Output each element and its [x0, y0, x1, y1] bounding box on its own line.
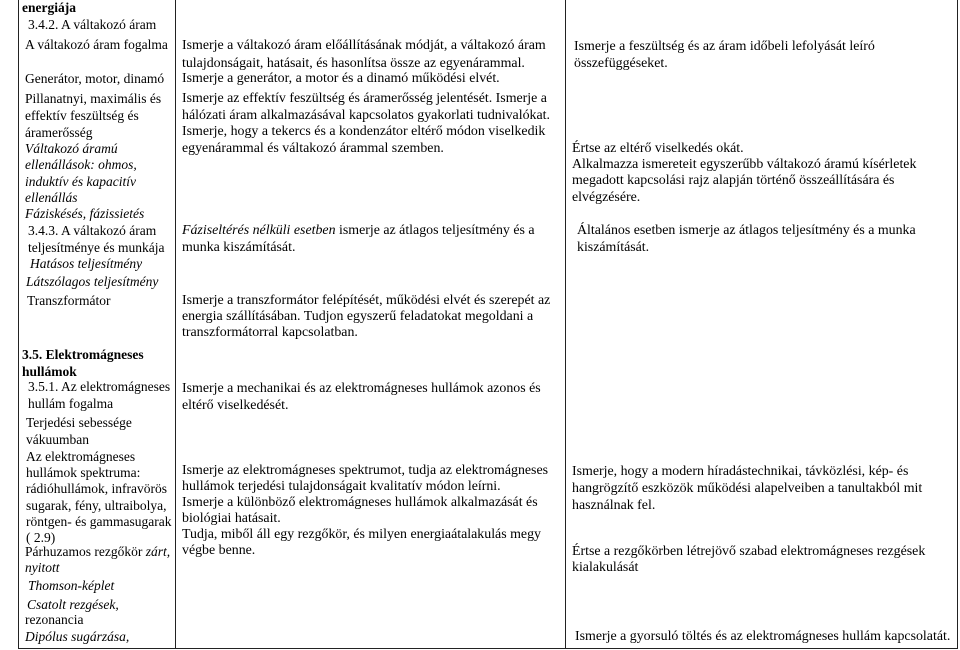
text-line: összefüggéseket. — [574, 56, 668, 71]
advanced-free-oscillations — [572, 544, 925, 576]
text-line: rádióhullámok, infravörös — [26, 481, 167, 497]
text-line: Értse a rezgőkörben létrejövő szabad elektromágneses rezgések — [572, 544, 926, 559]
text-line: kiszámítását. — [577, 239, 650, 255]
text-line: ellenállások: ohmos, — [25, 157, 137, 173]
requirement-average-power — [182, 223, 535, 256]
text-line: 3.4.3. A váltakozó áram — [28, 223, 157, 238]
text-line: Ismerje a váltakozó áram előállításának módját, a váltakozó áram — [182, 38, 546, 53]
advanced-general-power — [577, 223, 916, 256]
text-line: hullámok spektruma: — [26, 465, 141, 481]
section-title-3-4-3 — [28, 223, 164, 256]
topic-active-power — [30, 256, 142, 273]
section-title-3-4-2 — [28, 17, 156, 34]
text-line: eltérő viselkedését. — [182, 398, 289, 413]
text-line: áramerősség — [25, 124, 93, 140]
topic-apparent-power — [26, 274, 158, 291]
text-line: biológiai hatásait. — [182, 511, 281, 527]
text-line: Alkalmazza ismereteit egyszerűbb váltakozó áramú kísérletek — [572, 157, 917, 173]
text-line: Ismerje, hogy a modern híradástechnikai, távközlési, kép- és — [572, 464, 909, 479]
text-line: ellenállás — [25, 190, 78, 206]
heading-tail-energiaja — [22, 0, 76, 17]
requirement-em-spectrum — [182, 463, 548, 560]
text-line: nyitott — [25, 560, 60, 575]
topic-em-spectrum — [26, 449, 171, 546]
text-line: röntgen- és gammasugarak — [26, 513, 172, 529]
topic-generator-motor-dynamo — [25, 71, 164, 88]
table-right-border — [957, 0, 958, 649]
text-line: Thomson-képlet — [28, 578, 115, 593]
text-line: használnak fel. — [572, 498, 656, 513]
text-line: Transzformátor — [27, 293, 111, 308]
advanced-behaviour-experiments — [572, 141, 916, 206]
text-line: Látszólagos teljesítmény — [26, 274, 159, 289]
text-line: Ismerje a mechanikai és az elektromágneses hullámok azonos és — [182, 381, 541, 396]
text-line: Ismerje a gyorsuló töltés és az elektromágneses hullám kapcsolatát. — [575, 629, 951, 644]
text-line: Ismerje a transzformátor felépítését, működési elvét és szerepét az — [182, 293, 551, 308]
text-line: teljesítménye és munkája — [28, 239, 165, 255]
table-left-border — [18, 0, 19, 649]
requirement-ac-generation — [182, 37, 546, 72]
text-line: A váltakozó áram fogalma — [25, 37, 168, 52]
text-line: energiája — [22, 0, 76, 15]
advanced-time-dependence — [574, 38, 875, 72]
text-line: végbe benne. — [182, 543, 256, 559]
topic-propagation-speed — [26, 414, 132, 448]
text-line: Hatásos teljesítmény — [30, 256, 143, 271]
text-italic: Fáziseltérés nélküli esetben — [182, 223, 336, 238]
topic-transformer — [27, 293, 111, 310]
text-line: ( 2.9) — [26, 530, 56, 546]
text-line: Tudja, miből áll egy rezgőkör, és milyen energiaátalakulás megy — [182, 527, 541, 543]
topic-ac-resistances — [25, 141, 137, 207]
text-line: megadott kapcsolási rajz alapján történő összeállítására és — [572, 173, 895, 189]
topic-resonance — [25, 612, 83, 629]
text-line: effektív feszültség és — [25, 107, 139, 123]
text-line: induktív és kapacitív — [25, 173, 136, 189]
text-line: tulajdonságait, hatásait, és hasonlítsa össze az egyenárammal. — [182, 55, 525, 71]
text-line: Ismerje, hogy a tekercs és a kondenzátor eltérő módon viselkedik — [182, 124, 546, 140]
requirement-transformer — [182, 293, 550, 341]
table-bottom-border — [18, 648, 958, 649]
text-line: Generátor, motor, dinamó — [25, 71, 165, 86]
text-line: hullámok terjedési tulajdonságait kvalitatív módon leírni. — [182, 479, 501, 495]
topic-ac-concept — [25, 37, 168, 54]
requirement-wave-behaviour — [182, 380, 541, 414]
text-line: hangrögzítő eszközök működési alapelveiben a tanultakból mit — [572, 481, 923, 496]
text-italic: zárt, — [145, 544, 171, 559]
text-line: Váltakozó áramú — [25, 141, 118, 156]
text-line: kialakulását — [572, 560, 639, 575]
text-line: hullám fogalma — [28, 395, 114, 411]
topic-phase-shift — [25, 206, 144, 223]
requirement-generator-principle — [182, 71, 500, 88]
text-regular: Párhuzamos rezgőkör — [25, 544, 143, 559]
text-line: Pillanatnyi, maximális és — [25, 91, 162, 106]
text-line: egyenárammal és váltakozó árammal szemben. — [182, 141, 444, 157]
text-line: Értse az eltérő viselkedés okát. — [572, 141, 744, 156]
text-line: 3.5. Elektromágneses — [22, 347, 144, 362]
column-divider-topic — [175, 0, 176, 649]
advanced-telecom-principles — [572, 463, 922, 514]
text-line: munka kiszámítását. — [182, 239, 296, 255]
text-line: Ismerje a feszültség és az áram időbeli lefolyását leíró — [574, 39, 875, 54]
topic-lc-circuit — [25, 544, 170, 576]
text-line: Az elektromágneses — [26, 449, 136, 464]
text-line: hálózati áram alkalmazásával kapcsolatos gyakorlati tudnivalókat. — [182, 107, 550, 123]
text-line: Ismerje az effektív feszültség és áramerősség jelentését. Ismerje a — [182, 91, 547, 106]
text-line: 3.5.1. Az elektromágneses — [28, 379, 171, 394]
text-line — [25, 544, 170, 560]
text-regular: ismerje az átlagos teljesítmény és a — [339, 223, 535, 238]
text-line: Fáziskésés, fázissietés — [25, 206, 145, 221]
text-line: vákuumban — [26, 432, 89, 447]
topic-effective-values — [25, 91, 161, 141]
section-title-3-5-1 — [28, 379, 170, 413]
requirement-effective-values — [182, 91, 550, 158]
text-line: elvégzésére. — [572, 189, 641, 205]
text-line: sugarak, fény, ultraibolya, — [26, 497, 167, 513]
text-line: Ismerje az elektromágneses spektrumot, tudja az elektromágneses — [182, 463, 549, 478]
text-line: Terjedési sebessége — [26, 415, 132, 430]
column-divider-middle — [565, 0, 566, 649]
text-line: Ismerje a különböző elektromágneses hullámok alkalmazását és — [182, 495, 538, 511]
text-line: Dipólus sugárzása, — [25, 629, 130, 644]
text-line: Általános esetben ismerje az átlagos teljesítmény és a munka — [577, 223, 916, 238]
text-line: 3.4.2. A váltakozó áram — [28, 17, 157, 32]
text-line: transzformátorral kapcsolatban. — [182, 325, 358, 340]
topic-thomson-formula — [28, 578, 114, 595]
section-heading-3-5 — [22, 347, 144, 380]
advanced-accelerated-charge — [575, 629, 950, 646]
text-line: hullámok — [22, 363, 77, 379]
text-line — [182, 223, 535, 240]
text-line: energia szállításában. Tudjon egyszerű feladatokat megoldani a — [182, 309, 534, 324]
text-line: Ismerje a generátor, a motor és a dinamó működési elvét. — [182, 71, 500, 86]
text-line: rezonancia — [25, 612, 84, 627]
text-line: Csatolt rezgések, — [27, 597, 119, 612]
topic-dipole-radiation — [25, 629, 129, 646]
